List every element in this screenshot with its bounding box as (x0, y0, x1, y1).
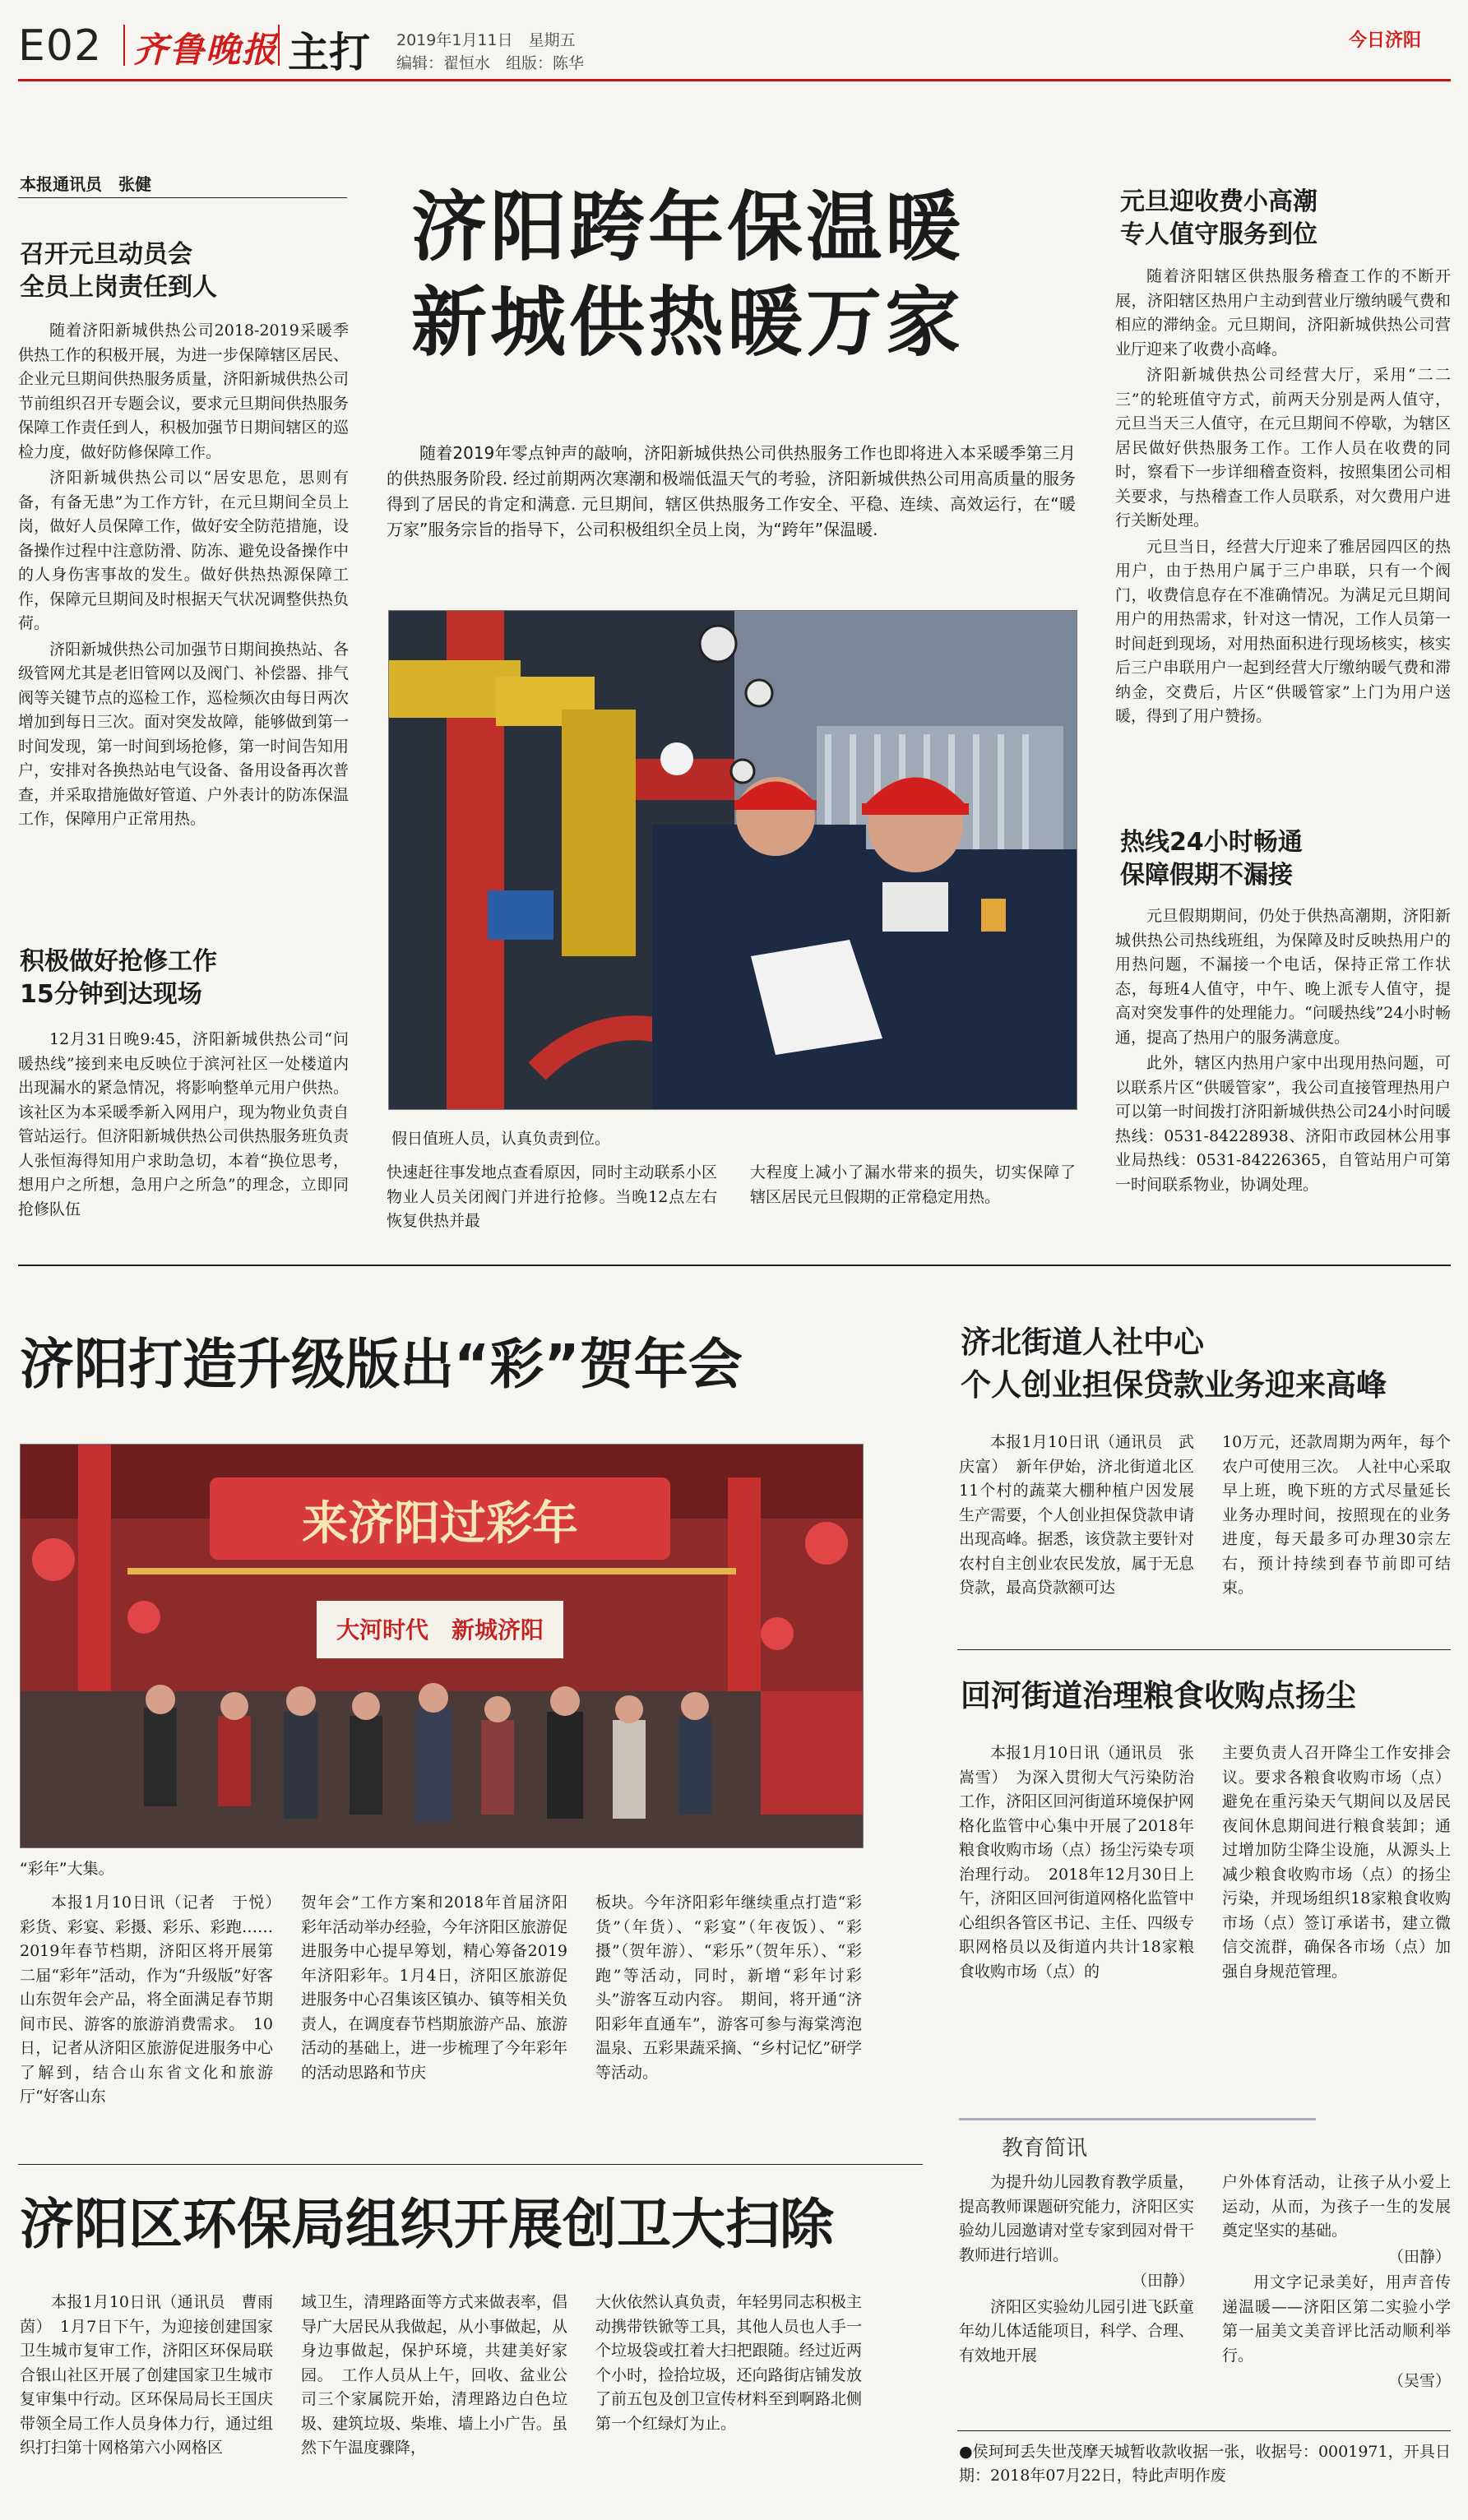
lead-left-para2: 济阳新城供热公司以“居安思危，思则有备，有备无患”为工作方针，在元旦期间全员上岗，做好人员保障工作，做好安全防范措施，设备操作过程中注意防滑、防冻、避免设备操作中的人身伤害事故的发生。做好供热热源保障工作，保障元旦期间及时根据天气状况调整供热负荷。 (18, 469, 349, 632)
lead-mid-text-a: 快速赶往事发地点查看原因，同时主动联系小区物业人员关闭阀门并进行抢修。当晚12点左右恢复供热并最 (387, 1163, 717, 1230)
story3-headline-line2: 个人创业担保贷款业务迎来高峰 (961, 1367, 1387, 1403)
story4-col2 (1222, 1741, 1451, 2087)
lead-mid-col-b (750, 1161, 1076, 1251)
editor-credits: 编辑：翟恒水 组版：陈华 (396, 54, 585, 72)
lead-left-col-top (18, 319, 349, 944)
story2-photo-sign: 来济阳过彩年 (302, 1497, 578, 1551)
page-number: E02 (18, 21, 103, 71)
story3-bottom-rule (957, 1649, 1451, 1650)
story2-col1-text: 本报1月10日讯（记者 于悦） 彩货、彩宴、彩摄、彩乐、彩跑……2019年春节档期，济阳区将开展第二届“彩年”活动，作为“升级版”好客山东贺年会产品，将全面满足春节期间市民、游客的旅游消费需求。 10日，记者从济阳区旅游促进服务中心了解到，结合山东省文化和旅游厅“好客山东 (20, 1893, 289, 2106)
lead-headline-line1: 济阳跨年保温暖 (411, 183, 965, 271)
story6-col3-text: 大伙依然认真负责，年轻男同志积极主动携带铁锨等工具，其他人员也人手一个垃圾袋或扛着大扫把跟随。经过近两个小时，捡拾垃圾，还向路街店铺发放了前五包及创卫宣传材料至到啊路北侧第一个红绿灯为止。 (595, 2293, 862, 2433)
lead-photo (388, 610, 1077, 1110)
lead-right-para1: 随着济阳辖区供热服务稽查工作的不断开展，济阳辖区热用户主动到营业厅缴纳暖气费和相应的滞纳金。元旦期间，济阳新城供热公司营业厅迎来了收费小高峰。 (1115, 267, 1451, 358)
lead-left-para1: 随着济阳新城供热公司2018-2019采暖季供热工作的积极开展，为进一步保障辖区居民、企业元旦期间供热服务质量，济阳新城供热公司节前组织召开专题会议，要求元旦期间供热服务保障工作责任到人，积极加强节日期间辖区的巡检力度，做好防修保障工作。 (18, 321, 349, 461)
story6-col1-text: 本报1月10日讯（通讯员 曹雨茵） 1月7日下午，为迎接创建国家卫生城市复审工作，济阳区环保局联合银山社区开展了创建国家卫生城市复审集中行动。区环保局局长王国庆带领全局工作人员身体力行，通过组织打扫第十网格第六小网格区 (20, 2293, 273, 2457)
lead-sub1-line1: 召开元旦动员会 (20, 240, 192, 269)
story2-col3 (595, 1891, 862, 2138)
lead-sub4-line1: 热线24小时畅通 (1120, 828, 1303, 857)
story6-headline: 济阳区环保局组织开展创卫大扫除 (20, 2193, 834, 2256)
story5-box-title: 教育简讯 (1002, 2136, 1088, 2161)
story2-col3-text: 板块。今年济阳彩年继续重点打造“彩货”（年货）、“彩宴”（年夜饭）、“彩摄”（贺年游）、“彩乐”（贺年乐）、“彩跑”等活动，同时，新增“彩年讨彩头”游客互动内容。 期间，将开通“济阳彩年直通车”，游客可参与海棠湾泡温泉、五彩果蔬采摘、“乡村记忆”研学等活动。 (595, 1893, 862, 2082)
story5-col2b-text: 用文字记录美好，用声音传递温暖——济阳区第二实验小学第一届美文美音评比活动顺利举行。 (1222, 2273, 1451, 2365)
lead-intro-text: 随着2019年零点钟声的敲响，济阳新城供热公司供热服务工作也即将进入本采暖季第三月的供热服务阶段. 经过前期两次寒潮和极端低温天气的考验，济阳新城供热公司用高质量的服务得到了居民的肯定和满意. 元旦期间，辖区供热服务工作安全、平稳、连续、高效运行，在“暖万家”服务宗旨的指导下，公司积极组织全员上岗，为“跨年”保温暖. (387, 443, 1076, 539)
story5-col1-text: 为提升幼儿园教育教学质量，提高教师课题研究能力，济阳区实验幼儿园邀请对堂专家到园对骨干教师进行培训。 (959, 2173, 1194, 2264)
header-rule (18, 79, 1451, 81)
lead-sub1-line2: 全员上岗责任到人 (20, 273, 217, 302)
lead-sub2-line2: 15分钟到达现场 (20, 980, 202, 1009)
lead-left-para3: 济阳新城供热公司加强节日期间换热站、各级管网尤其是老旧管网以及阀门、补偿器、排气阀等关键节点的巡检工作，巡检频次由每日两次增加到每日三次。面对突发故障，能够做到第一时间发现，第一时间到场抢修，第一时间告知用户，安排对各换热站电气设备、备用设备再次普查，并采取措施做好管道、户外表计的防冻保温工作，保障用户正常用热。 (18, 640, 349, 828)
story4-headline: 回河街道治理粮食收购点扬尘 (961, 1678, 1356, 1713)
story2-photo-banner: 大河时代 新城济阳 (336, 1616, 544, 1644)
lead-mid-col-a (387, 1161, 717, 1251)
lead-sub3-line1: 元旦迎收费小高潮 (1120, 187, 1317, 216)
story6-col1 (20, 2291, 273, 2504)
story6-col2-text: 域卫生，清理路面等方式来做表率，倡导广大居民从我做起，从小事做起，从身边事做起，保护环境，共建美好家园。 工作人员从上午，回收、盆业公司三个家属院开始，清理路边白色垃圾、建筑垃圾、柴堆、墙上小广告。虽然下午温度骤降， (301, 2293, 567, 2457)
header-divider-2 (278, 25, 280, 66)
lead-right-para2: 济阳新城供热公司经营大厅，采用“二二三”的轮班值守方式，前两天分别是两人值守，元旦当天三人值守，在元旦期间不停歇，为辖区居民做好供热服务工作。工作人员在收费的同时，察看下一步详细稽查资料，按照集团公司相关要求，与热稽查工作人员联系，对欠费用户进行关断处理。 (1115, 366, 1451, 529)
story5-col2-text: 户外体育活动，让孩子从小爱上运动，从而，为孩子一生的发展奠定坚实的基础。 (1222, 2173, 1451, 2240)
story5-sign3: （吴雪） (1387, 2372, 1451, 2390)
lead-photo-caption: 假日值班人员，认真负责到位。 (391, 1130, 611, 1148)
story2-headline: 济阳打造升级版出“彩”贺年会 (20, 1333, 743, 1396)
story2-photo-caption: “彩年”大集。 (20, 1860, 114, 1878)
issue-date: 2019年1月11日 星期五 (396, 31, 576, 49)
story4-col1-text: 本报1月10日讯（通讯员 张嵩雪） 为深入贯彻大气污染防治工作，济阳区回河街道环境保护网格化监管中心集中开展了2018年粮食收购市场（点）扬尘污染专项治理行动。 2018年12月30日上午，济阳区回河街道网格化监管中心组织各管区书记、主任、四级专职网格员以及街道内共计18家粮食收购市场（点）的 (959, 1744, 1194, 1981)
lead-right-para3: 元旦当日，经营大厅迎来了雅居园四区的热用户，由于热用户属于三户串联，只有一个阀门，收费信息存在不准确情况。为满足元旦期间用户的用热需求，针对这一情况，工作人员第一时间赶到现场，对用热面积进行现场核实，核实后三户串联用户一起到经营大厅缴纳暖气费和滞纳金，交费后，片区“供暖管家”上门为用户送暖，得到了用户赞扬。 (1115, 537, 1451, 725)
lead-mid-text-b: 大程度上减小了漏水带来的损失，切实保障了辖区居民元旦假期的正常稳定用热。 (750, 1163, 1076, 1206)
story4-col1 (959, 1741, 1194, 2087)
story5-box-top-rule (959, 2118, 1316, 2120)
story6-col2 (301, 2291, 567, 2504)
lead-left-para4: 12月31日晚9:45，济阳新城供热公司“问暖热线”接到来电反映位于滨河社区一处楼道内出现漏水的紧急情况，将影响整单元用户供热。该社区为本采暖季新入网用户，现为物业负责自管站运行。但济阳新城供热公司供热服务班负责人张恒海得知用户求助急切，本着“换位思考，想用户之所想，急用户之所急”的理念，立即同抢修队伍 (18, 1030, 349, 1218)
story5-col1 (959, 2171, 1194, 2393)
story6-top-rule (18, 2164, 923, 2165)
notice-text: ●侯珂珂丢失世茂摩天城暂收款收据一张，收据号：0001971，开具日期：2018年07月22日，特此声明作废 (959, 2443, 1451, 2485)
story2-photo-art (21, 1445, 863, 1847)
lead-intro (387, 441, 1076, 572)
lead-right-col-top (1115, 265, 1451, 824)
lead-right-col-bottom (1115, 904, 1451, 1250)
section-title: 主打 (288, 29, 370, 76)
lead-reporter-rule (18, 197, 347, 198)
story2-photo (20, 1444, 864, 1848)
lead-headline-line2: 新城供热暖万家 (411, 279, 965, 367)
story3-col2 (1222, 1431, 1451, 1644)
lead-right-para4: 元旦假期期间，仍处于供热高潮期，济阳新城供热公司热线班组，为保障及时反映热用户的用热问题，不漏接一个电话，保持正常工作状态，每班4人值守，中午、晚上派专人值守，提高对突发事件的处理能力。“问暖热线”24小时畅通，提高了热用户的服务满意度。 (1115, 907, 1451, 1047)
lead-left-col-bottom (18, 1028, 349, 1250)
story3-col1 (959, 1431, 1194, 1644)
story5-col2 (1222, 2171, 1451, 2393)
story6-col3 (595, 2291, 862, 2504)
header-divider (123, 25, 125, 66)
story4-col2-text: 主要负责人召开降尘工作安排会议。要求各粮食收购市场（点）避免在重污染天气期间以及居民夜间休息期间进行粮食装卸；通过增加防尘降尘设施，从源头上减少粮食收购市场（点）的扬尘污染，并现场组织18家粮食收购市场（点）签订承诺书，建立微信交流群，确保各市场（点）加强自身规范管理。 (1222, 1744, 1451, 1981)
lead-sub3-line2: 专人值守服务到位 (1120, 220, 1317, 249)
lost-receipt-notice (959, 2440, 1451, 2506)
story3-headline-line1: 济北街道人社中心 (961, 1325, 1204, 1360)
story5-sign1: （田静） (1131, 2272, 1194, 2290)
story2-col1 (20, 1891, 289, 2138)
lead-sub2-line1: 积极做好抢修工作 (20, 947, 217, 976)
lead-right-para5: 此外，辖区内热用户家中出现用热问题，可以联系片区“供暖管家”，我公司直接管理热用户可以第一时间拨打济阳新城供热公司24小时问暖热线：0531-84228938、济阳市政园林公用事业局热线：0531-84226365，自管站用户可第一时间联系物业，协调处理。 (1115, 1054, 1451, 1194)
story2-col2-text: 贺年会”工作方案和2018年首届济阳彩年活动举办经验，今年济阳区旅游促进服务中心提早筹划，精心筹备2019年济阳彩年。1月4日，济阳区旅游促进服务中心召集该区镇办、镇等相关负责人，在调度春节档期旅游产品、旅游活动的基础上，进一步梳理了今年彩年的活动思路和节庆 (301, 1893, 567, 2082)
story5-col1b-text: 济阳区实验幼儿园引进飞跃童年幼儿体适能项目，科学、合理、有效地开展 (959, 2297, 1194, 2365)
story3-col2-text: 10万元，还款周期为两年，每个农户可使用三次。 人社中心采取早上班，晚下班的方式尽量延长业务办理时间，按照现在的业务进度，每天最多可办理30宗左右，预计持续到春节前即可结束。 (1222, 1433, 1451, 1597)
lead-bottom-rule (18, 1265, 1451, 1266)
story3-col1-text: 本报1月10日讯（通讯员 武庆富） 新年伊始，济北街道北区11个村的蔬菜大棚种植户因发展生产需要，个人创业担保贷款申请出现高峰。据悉，该贷款主要针对农村自主创业农民发放，属于无息贷款，最高贷款额可达 (959, 1433, 1194, 1597)
lead-photo-art (389, 611, 1077, 1109)
lead-sub4-line2: 保障假期不漏接 (1120, 861, 1293, 890)
paper-logo: 齐鲁晚报 (133, 30, 279, 70)
story2-col2 (301, 1891, 567, 2138)
notice-top-rule (957, 2430, 1451, 2431)
lead-reporter: 本报通讯员 张健 (20, 174, 151, 194)
edition-tag: 今日济阳 (1349, 30, 1422, 51)
story5-sign2: （田静） (1387, 2247, 1451, 2266)
